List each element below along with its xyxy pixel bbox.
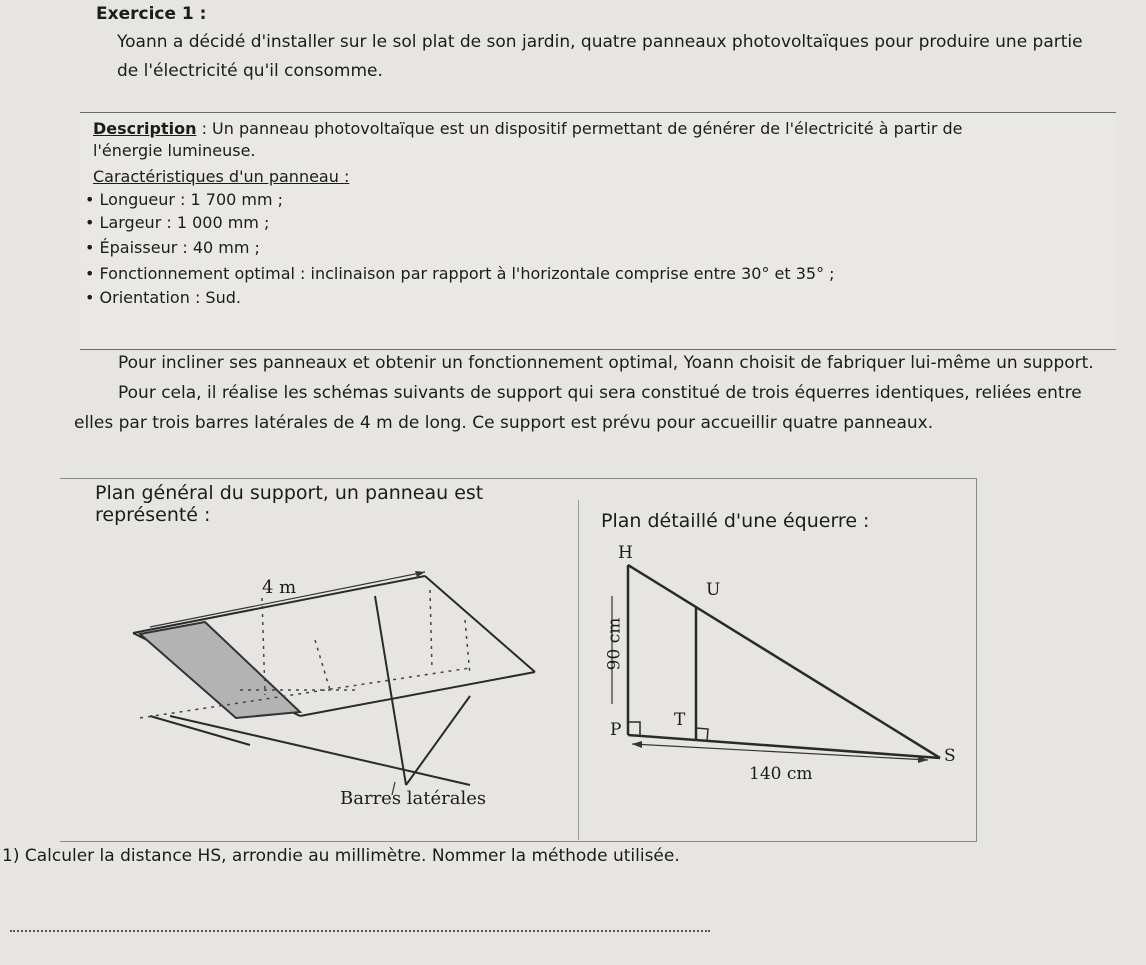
point-U: U [706, 580, 721, 600]
base-arrow-left [632, 741, 642, 748]
bullet-width: • Largeur : 1 000 mm ; [85, 213, 270, 232]
general-plan-title: Plan général du support, un panneau est représenté : [95, 482, 484, 526]
point-H: H [618, 543, 633, 563]
description-line-2: l'énergie lumineuse. [93, 141, 256, 160]
answer-line[interactable] [10, 930, 710, 932]
intro-line-2: de l'électricité qu'il consomme. [117, 61, 383, 81]
characteristics-title: Caractéristiques d'un panneau : [93, 167, 350, 186]
support-line-3: elles par trois barres latérales de 4 m de long. Ce support est prévu pour accueillir quatre panneaux. [74, 413, 934, 433]
bars-label: Barres latérales [340, 788, 487, 809]
question-1: 1) Calculer la distance HS, arrondie au millimètre. Nommer la méthode utilisée. [2, 846, 680, 866]
bullet-length: • Longueur : 1 700 mm ; [85, 190, 284, 209]
point-T: T [674, 710, 686, 730]
support-line-1: Pour incliner ses panneaux et obtenir un fonctionnement optimal, Yoann choisit de fabriquer lui-même un support. [118, 353, 1094, 373]
length-label: 4 m [262, 577, 297, 598]
bullet-thickness: • Épaisseur : 40 mm ; [85, 238, 260, 257]
exercise-title: Exercice 1 : [96, 4, 207, 24]
bullet-optimal-tilt: • Fonctionnement optimal : inclinaison par rapport à l'horizontale comprise entre 30° et 35° ; [85, 264, 835, 283]
intro-line-1: Yoann a décidé d'installer sur le sol plat de son jardin, quatre panneaux photovoltaïques pour produire une partie [117, 32, 1083, 52]
bullet-orientation: • Orientation : Sud. [85, 288, 241, 307]
support-line-2: Pour cela, il réalise les schémas suivants de support qui sera constitué de trois équerres identiques, reliées entre [118, 383, 1082, 403]
base-label: 140 cm [749, 764, 813, 784]
detailed-plan-title: Plan détaillé d'une équerre : [601, 510, 870, 532]
description-label: Description [93, 119, 197, 138]
point-S: S [944, 746, 956, 766]
point-P: P [610, 720, 622, 740]
height-label: 90 cm [604, 617, 625, 671]
description-line-1: : Un panneau photovoltaïque est un dispositif permettant de générer de l'électricité à partir de [196, 119, 963, 138]
